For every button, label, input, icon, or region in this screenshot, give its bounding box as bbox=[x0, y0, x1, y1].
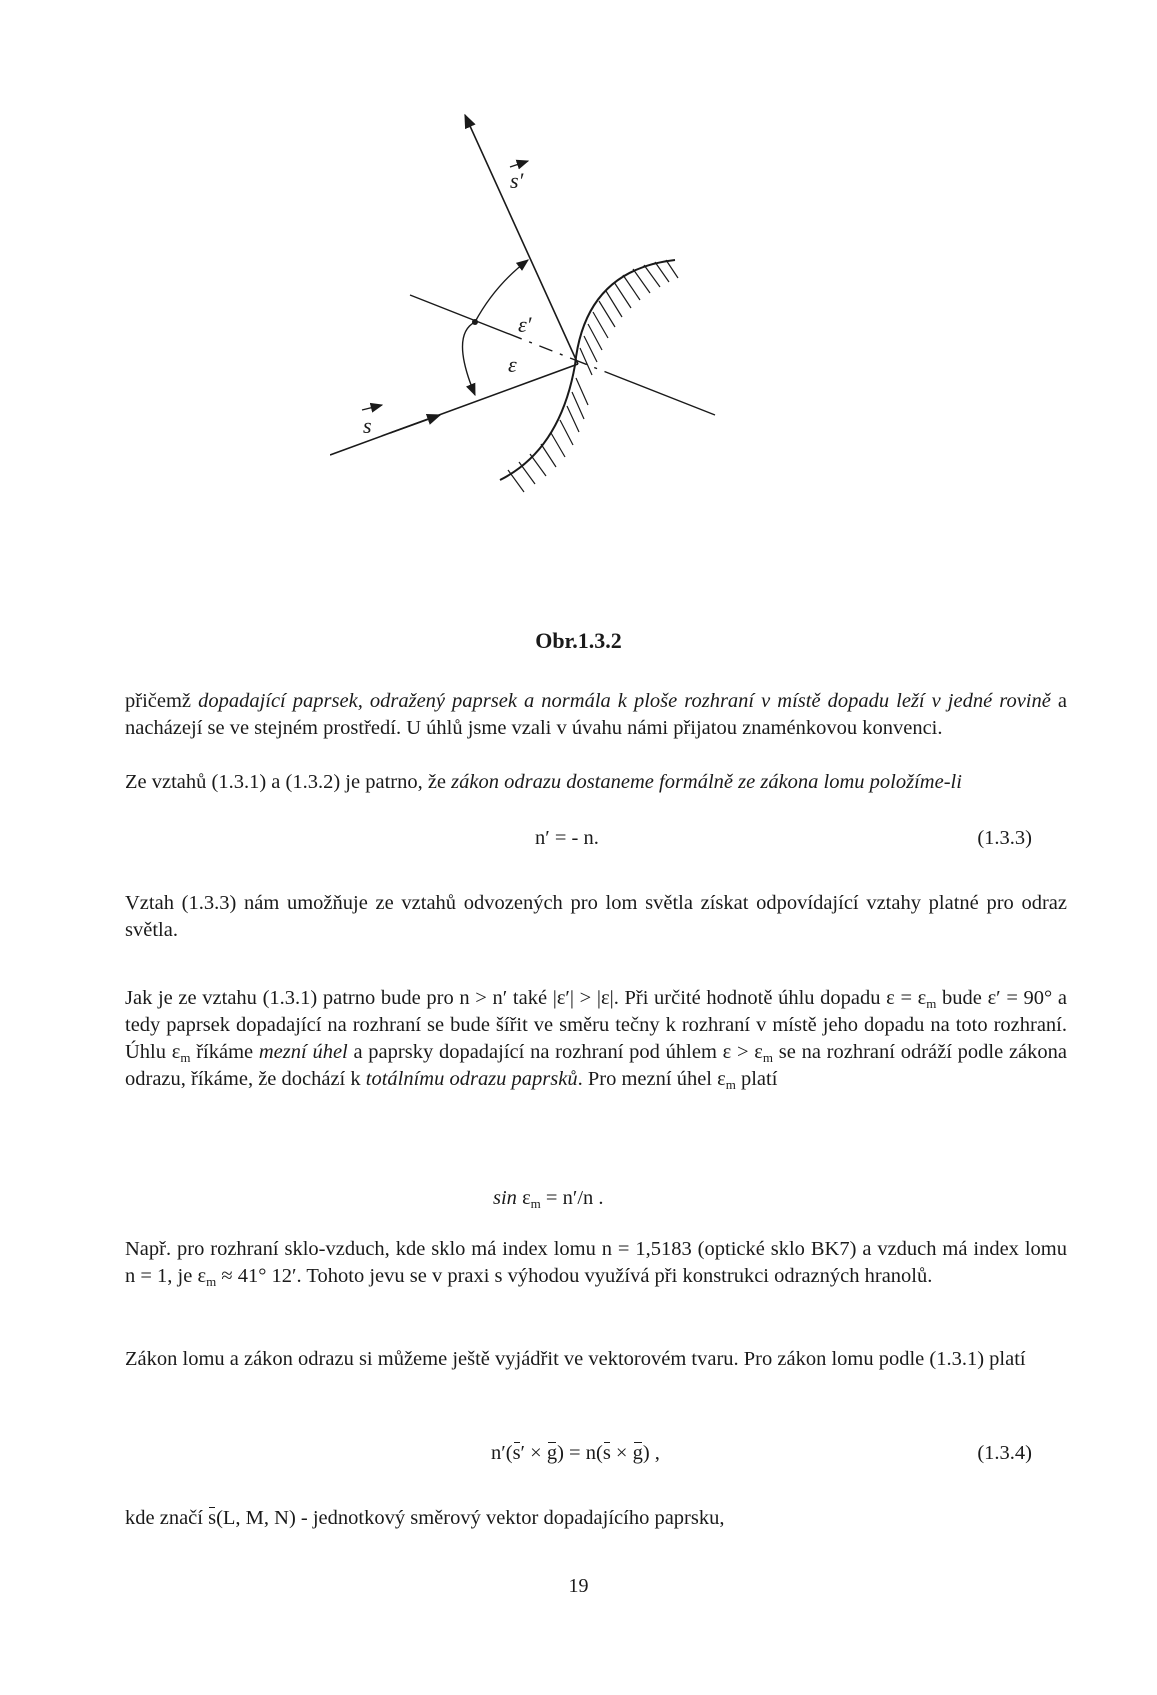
equation-expression: n′(s′ × g) = n(s × g) , bbox=[491, 1440, 660, 1467]
label-eps: ε bbox=[508, 352, 517, 377]
label-s-prime-arrow bbox=[510, 161, 528, 167]
incident-ray bbox=[330, 364, 578, 455]
interface-curve bbox=[500, 260, 675, 480]
paragraph-3: Vztah (1.3.3) nám umožňuje ze vztahů odvozených pro lom světla získat odpovídající vztahy platné pro odraz světla. bbox=[125, 892, 1067, 941]
equation-1-3-4 bbox=[125, 1440, 1067, 1467]
equation-1-3-3 bbox=[125, 825, 1067, 852]
equation-number: (1.3.4) bbox=[977, 1442, 1032, 1464]
label-eps-prime: ε′ bbox=[518, 312, 532, 337]
incident-ray-arrow bbox=[390, 415, 440, 433]
figure-caption: Obr.1.3.2 bbox=[535, 628, 622, 653]
label-s-prime: s′ bbox=[510, 168, 524, 193]
page-number: 19 bbox=[568, 1575, 589, 1597]
paragraph-1: přičemž dopadající paprsek, odražený paprsek a normála k ploše rozhraní v místě dopadu leží v jedné rovině a nacházejí se ve stejném prostředí. U úhlů jsme vzali v úvahu námi přijatou znaménkovou konvenci. bbox=[125, 690, 1067, 739]
equation-expression: n′ = - n. bbox=[535, 827, 599, 849]
label-s-arrow bbox=[362, 405, 382, 410]
paragraph-5: Např. pro rozhraní sklo-vzduch, kde sklo má index lomu n = 1,5183 (optické sklo BK7) a vzduch má index lomu n = 1, je $\varepsilon_m \approx 41^\circ$ 12′. Tohoto jevu se v praxi s výhodou využívá při konstrukci odrazných hranolů. bbox=[125, 1238, 1067, 1289]
arc-normal-point bbox=[472, 319, 478, 325]
normal-line bbox=[410, 295, 715, 415]
label-s: s bbox=[363, 413, 372, 438]
paragraph-7: kde značí s(L, M, N) - jednotkový směrový vektor dopadajícího paprsku, bbox=[125, 1505, 1067, 1532]
interface-hatching bbox=[508, 260, 678, 492]
paragraph-2: Ze vztahů (1.3.1) a (1.3.2) je patrno, že zákon odrazu dostaneme formálně ze zákona lomu položíme-li bbox=[125, 771, 962, 793]
paragraph-6: Zákon lomu a zákon odrazu si můžeme ještě vyjádřit ve vektorovém tvaru. Pro zákon lomu podle (1.3.1) platí bbox=[125, 1348, 1026, 1370]
paragraph-4: Jak je ze vztahu (1.3.1) patrno bude pro n > n′ také |ε′| > |ε|. Při určité hodnotě úhlu dopadu $\varepsilon = \varepsilon_m$ bude ε′ = 90° a tedy paprsek dopadající na rozhraní se bude šířit ve směru tečny k rozhraní v místě jeho dopadu na toto rozhraní. Úhlu $\varepsilon_m$ říkáme mezní úhel a paprsky dopadající na rozhraní pod úhlem $\varepsilon > \varepsilon_m$ se na rozhraní odráží podle zákona odrazu, říkáme, že dochází k totálnímu odrazu paprsků. Pro mezní úhel $\varepsilon_m$ platí bbox=[125, 987, 1067, 1092]
equation-number: (1.3.3) bbox=[977, 827, 1032, 849]
equation-limit-angle: $\sin \varepsilon_m = n'/n$ . bbox=[493, 1187, 604, 1211]
reflection-diagram bbox=[330, 110, 750, 550]
